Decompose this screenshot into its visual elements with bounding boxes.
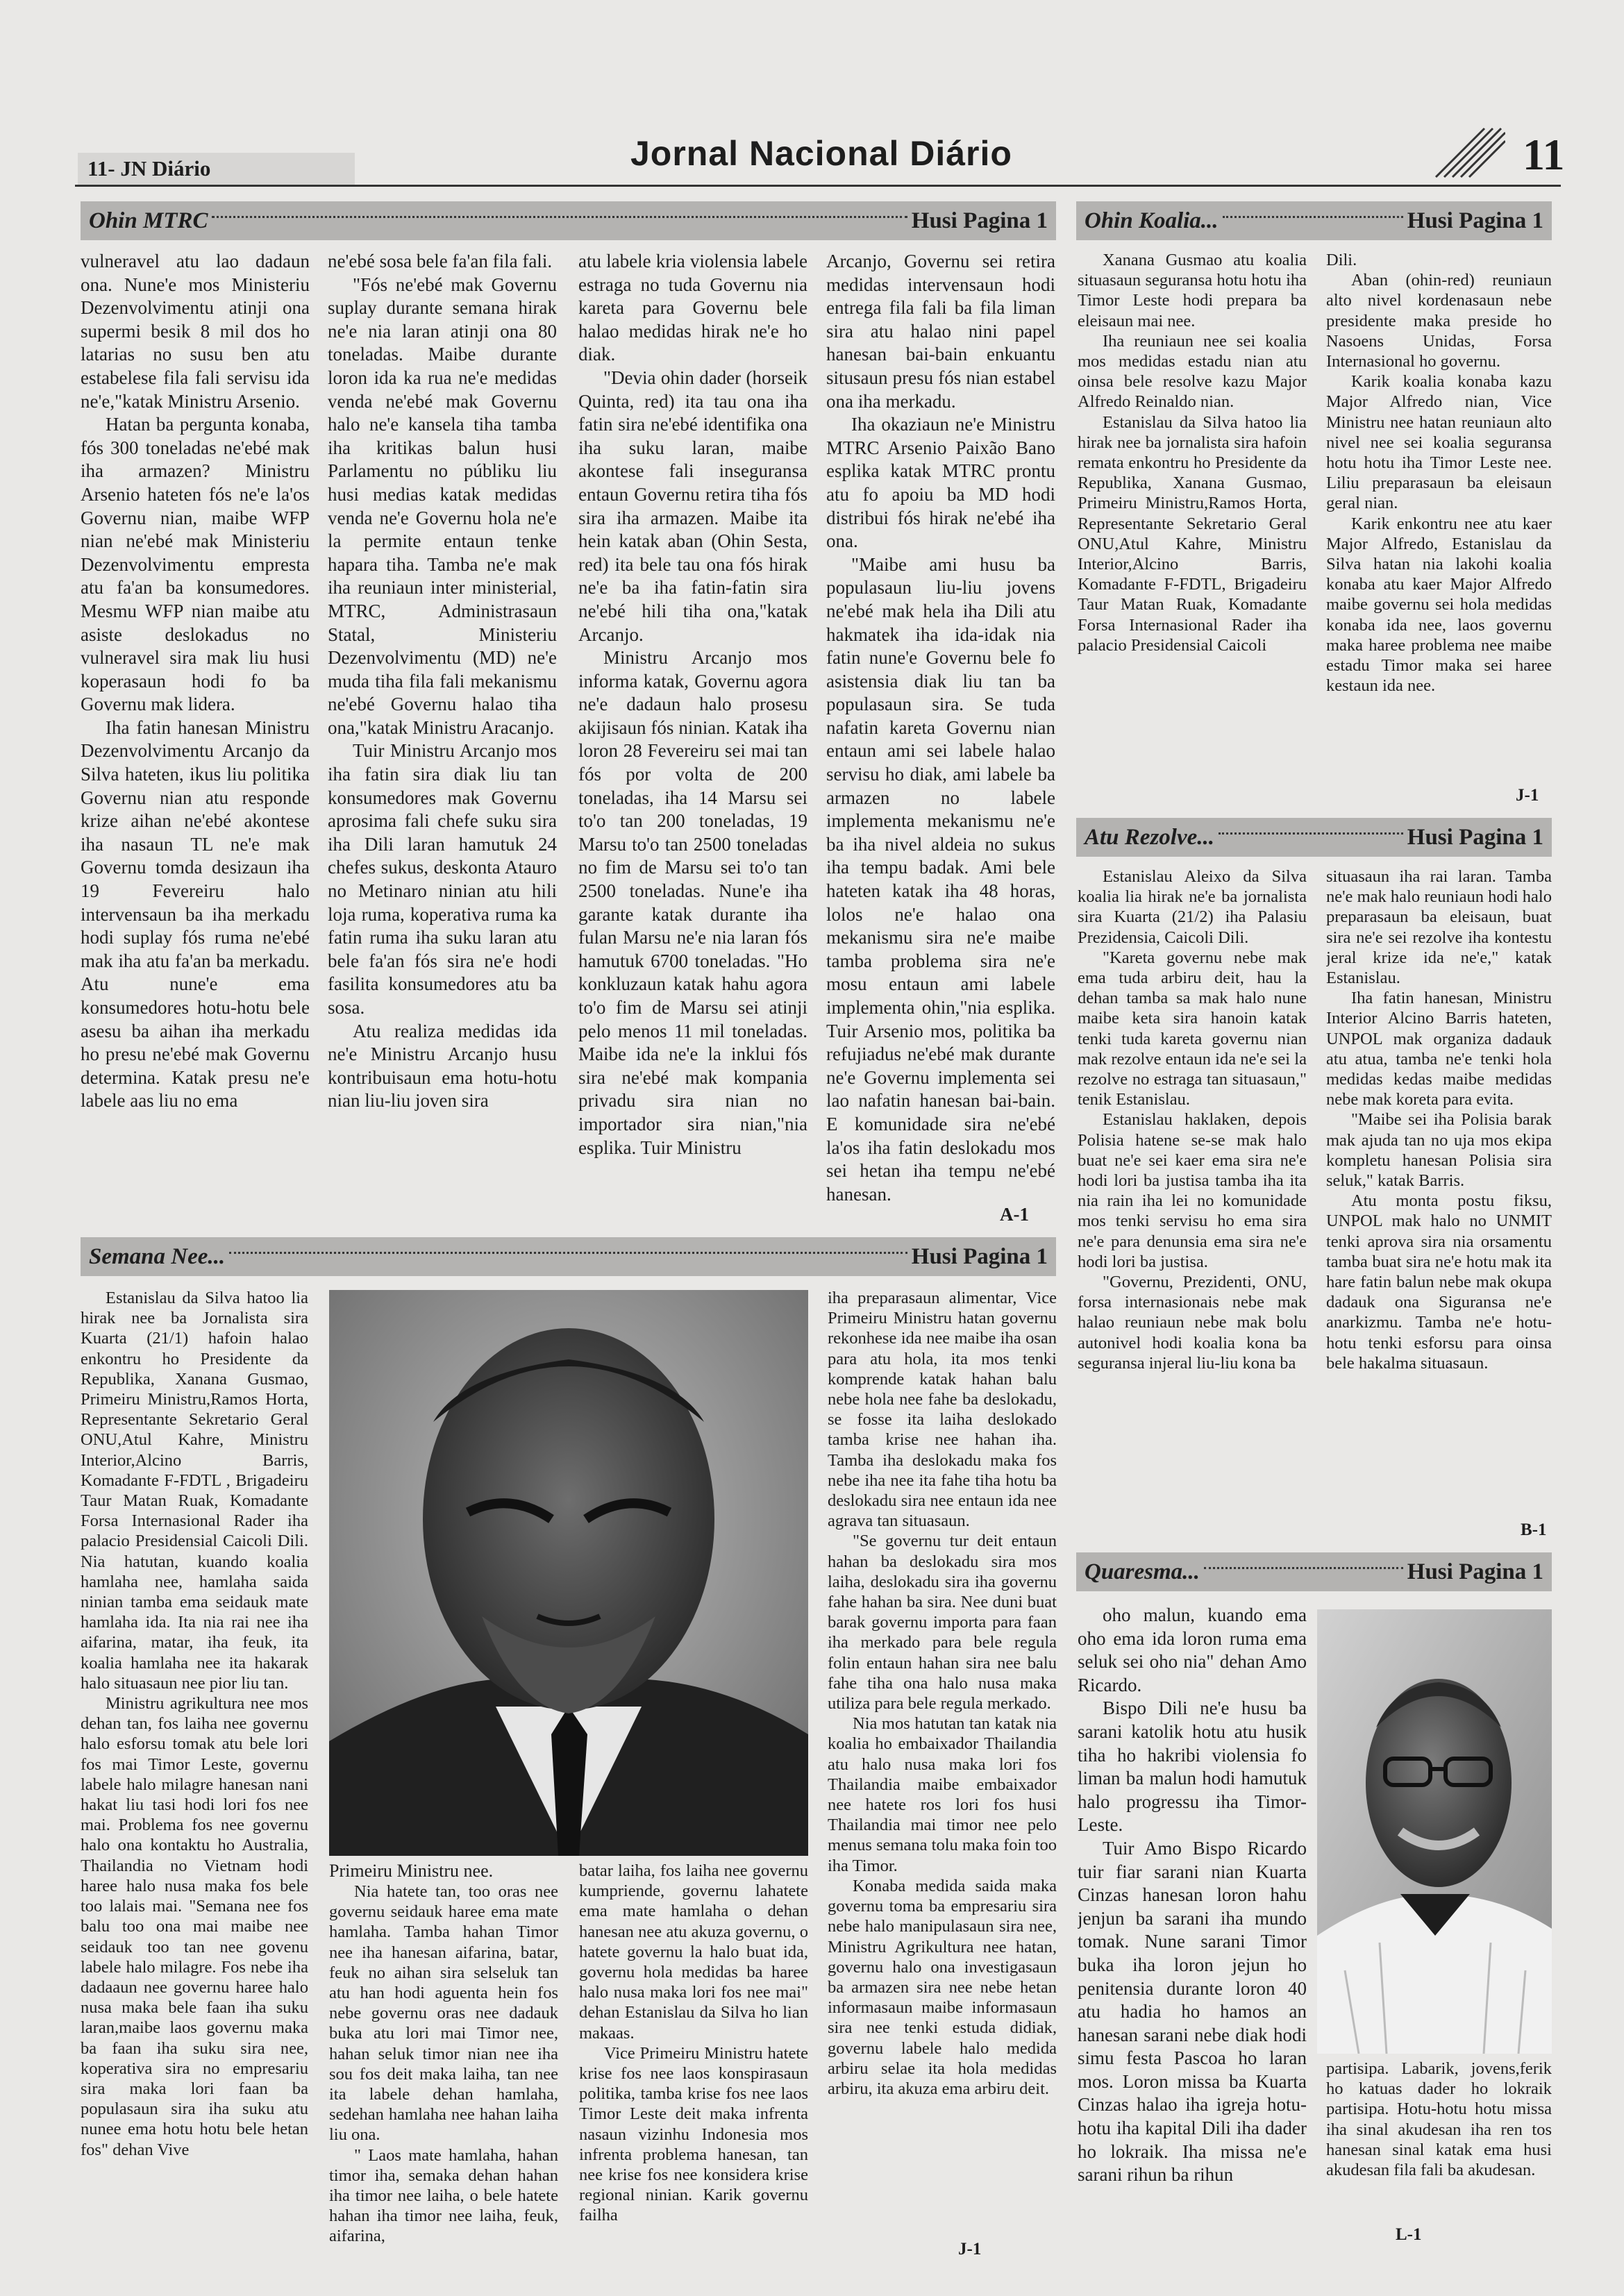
paragraph: " Laos mate hamlaha, hahan timor iha, semaka dehan hahan iha timor nee laiha, o bele hatete hahan iha timor nee laiha, feuk, aifarina, bbox=[329, 2145, 558, 2246]
section-kicker: Atu Rezolve... bbox=[1085, 824, 1214, 850]
section-kicker: Semana Nee... bbox=[89, 1243, 226, 1269]
section-kicker: Ohin MTRC bbox=[89, 208, 208, 233]
paragraph: Nia hatete tan, too oras nee governu seidauk haree ema mate hamlaha. Tamba hahan Timor nee iha hanesan aifarina, batar, feuk no aihan sira selseluk tan atu han hodi aguenta hein fos nebe governu oras nee dadauk buka atu lori mai Timor nee, hahan seluk timor nian nee iha sou fos deit maka laiha, tan nee ita labele dehan hamlaha, sedehan hamlaha nee hahan laiha liu ona. bbox=[329, 1882, 558, 2145]
quaresma-column-2 bbox=[1326, 2059, 1552, 2263]
paragraph: Dili. bbox=[1326, 251, 1357, 269]
paragraph: vulneravel atu lao dadaun ona. Nune'e mos Ministeriu Dezenvolvimentu atinji ona supermi besik 8 mil dos ho latarias no susu ben atu estabelese fila fali servisu ida ne'e,"katak Ministru Arsenio. bbox=[81, 251, 310, 412]
leader-dots bbox=[212, 216, 907, 218]
paragraph: Iha fatin hanesan Ministru Dezenvolvimentu Arcanjo da Silva hateten, ikus liu politika Governu nian atu responde krize aihan ne'ebé akontese iha nasaun TL ne'e mak Governu tomda desizaun iha 19 Fevereiru halo intervensaun ba iha merkadu hodi suplay fós ruma ne'ebé mak iha atu fa'an ba merkadu. Atu nune'e ema konsumedores hotu-hotu bele asesu ba aihan iha merkadu ho presu ne'ebé mak Governu determina. Katak presu ne'e labele aas liu no ema bbox=[81, 717, 310, 1112]
paragraph: Ministru Arcanjo mos informa katak, Governu agora ne'e dadaun halo prosesu akijisaun fós ninian. Katak iha loron 28 Fevereiru sei mai tan fós por volta de 200 toneladas, iha 14 Marsu sei to'o tan 200 toneladas, 19 Marsu to'o tan 2500 toneladas no fim de Marsu sei to'o tan 2500 toneladas. Nune'e iha garante katak durante iha fulan Marsu ne'e nia laran fós hamutuk 6700 toneladas. "Ho konkluzaun katak hahu agora to'o fim de Marsu sei atinji pelo menos 11 mil toneladas. Maibe ida ne'e la inklui fós sira ne'ebé mak kompania privadu sira nian no importador sira nian,"nia esplika. Tuir Ministru bbox=[578, 647, 807, 1158]
section-bar-rezolve bbox=[1076, 818, 1552, 857]
paragraph: "Maibe sei iha Polisia barak mak ajuda tan no uja mos ekipa kompletu hanesan Polisia sira seluk," katak Barris. bbox=[1326, 1110, 1552, 1191]
paragraph: Tuir Amo Bispo Ricardo tuir fiar sarani nian Kuarta Cinzas hanesan loron hahu jenjun ba sarani iha mundo tomak. Nune sarani Timor buka iha loron jejun ho penitensia durante loron 40 atu hadia ho hamos an hanesan sarani nebe diak hodi simu festa Pascoa ho laran mos. Loron missa ba Kuarta Cinzas halao iha igreja hotu-hotu iha kapital Dili iha dader ho lokraik. Iha missa ne'e sarani rihun ba rihun bbox=[1078, 1837, 1307, 2186]
hatch-lines-icon bbox=[1429, 125, 1505, 181]
quaresma-column-1 bbox=[1078, 1604, 1307, 2263]
page-number: 11 bbox=[1523, 130, 1565, 179]
paragraph: "Fós ne'ebé mak Governu suplay durante semana hirak ne'e nia laran atinji ona 80 toneladas. Maibe durante loron ida ka rua ne'e medidas venda ne'ebé mak Governu halo ne'e kansela tiha tamba iha kritikas balun husi Parlamentu no públiku liu husi medias katak medidas venda ne'e Governu hola ne'e la permite entaun tenke hapara tiha. Tamba ne'e mak iha reuniaun inter ministerial, MTRC, Administrasaun Statal, Ministeriu Dezenvolvimentu (MD) ne'e muda tiha fila fali mekanismu ne'ebé Governu halao tiha ona,"katak Ministru Aracanjo. bbox=[328, 274, 557, 738]
paragraph: Iha okaziaun ne'e Ministru MTRC Arsenio Paixão Bano esplika katak MTRC prontu atu fo apoiu ba MD hodi distribui fós hirak ne'ebé iha ona. bbox=[826, 414, 1055, 552]
paragraph: Atu realiza medidas ida ne'e Ministru Arcanjo husu kontribuisaun ema hotu-hotu nian liu-liu joven sira bbox=[328, 1020, 557, 1112]
paragraph: "Devia ohin dader (horseik Quinta, red) ita tau ona iha fatin sira ne'ebé identifika ona iha suku laran, maibe akontese fali inseguransa entaun Governu retira tiha fós sira iha armazen. Maibe ita hein katak aban (Ohin Sesta, red) ita bele tau ona fós hirak ne'e ba iha fatin-fatin sira ne'ebé hili tiha ona,"katak Arcanjo. bbox=[578, 367, 807, 645]
paragraph: Arcanjo, Governu sei retira medidas intervensaun hodi entrega fila fali ba fila liman sira atu halao nini papel hanesan bai-bain enkuantu situsaun presu fós nian estabel ona iha merkadu. bbox=[826, 251, 1055, 412]
paragraph: Estanislau haklaken, depois Polisia hatene se-se mak halo buat ne'e sei kaer ema sira ne'e hodi lori ba justisa tamba iha ita nia rain iha lei no komunidade mos tenki servisu ho ema sira ne'e para denunsia ema sira ne'e hodi lori ba justisa. bbox=[1078, 1110, 1307, 1271]
paragraph: "Maibe ami husu ba populasaun liu-liu jovens ne'ebé mak hela iha Dili atu hakmatek iha ida-idak nia fatin nune'e Governu bele fo asistensia diak liu tan ba populasaun sira. Se tuda nafatin kareta Governu nian entaun ami sei labele halao servisu ho diak, ami labele ba armazen no labele implementa mekanismu ne'e ba iha nivel aldeia no sukus iha tempu badak. Ami bele hateten katak iha 48 horas, lolos ne'e halao ona mekanismu sira ne'e maibe tamba problema sira ne'e mosu entaun ami labele implementa ohin,"nia esplika. Tuir Arsenio mos, politika ba refujiadus ne'ebé mak durante ne'e Governu implementa sei lao nafatin hanesan bai-bain. E komunidade sira ne'ebé la'os iha fatin deslokadu mos sei hetan iha tempu ne'ebé hanesan. bbox=[826, 553, 1055, 1205]
paragraph: Xanana Gusmao atu koalia situasaun seguransa hotu hotu iha Timor Leste hodi prepara ba eleisaun mai nee. bbox=[1078, 251, 1307, 330]
author-initials: J-1 bbox=[958, 2240, 982, 2259]
leader-dots bbox=[1204, 1567, 1403, 1569]
paragraph: Ministru agrikultura nee mos dehan tan, fos laiha nee governu halo esforsu tomak atu bele lori fos mai Timor Leste, governu labele halo milagre hanesan nani hakat liu tasi hodi lori fos nee mai. Problema fos nee governu halo ona kontaktu ho Australia, Thailandia no Vietnam hodi haree halo nusa maka fos bele too lalais mai. "Semana nee fos balu too ona mai maibe nee seidauk too tan nee govenu labele halo milagre. Fos nebe iha dadaaun nee governu haree halo nusa maka bele faan iha suku laran,maibe laos governu maka ba faan iha suku sira nee, koperativa sira no empresariu sira maka lori faan ba populasaun sira iha suku atu nunee ema hotu hotu bele hetan fos" dehan Vive bbox=[81, 1694, 308, 2159]
paragraph: atu labele kria violensia labele estraga no tuda Governu nia kareta para Governu bele halao medidas hirak ne'e ho diak. bbox=[578, 251, 807, 365]
leader-dots bbox=[229, 1252, 907, 1254]
section-bar-koalia bbox=[1076, 201, 1552, 240]
bishop-photo bbox=[1317, 1609, 1552, 2054]
semana-column-3 bbox=[579, 1861, 808, 2260]
paragraph: Konaba medida saida maka governu toma ba empresariu sira nebe halo manipulasaun sira nee, Ministru Agrikultura nee hatan, governu halo ona investigasaun ba armazen sira nee nebe hetan informasaun maibe informasaun sira nee tenki estuda didiak, governu labele halo medida arbiru selae ita hola medidas arbiru, ita akuza ema arbiru deit. bbox=[828, 1876, 1057, 2098]
masthead bbox=[75, 125, 1565, 187]
page-id: 11- JN Diário bbox=[78, 153, 355, 185]
leader-dots bbox=[1219, 832, 1403, 835]
paragraph: batar laiha, fos laiha nee governu kumpriende, governu lahatete ema mate hamlaha o dehan hanesan nee atu akuza governu, o hatete governu la halo buat ida, governu hola medidas ba haree halo nusa maka lori fos nee mai" dehan Estanislau da Silva ho lian makaas. bbox=[579, 1861, 808, 2043]
paragraph: "Se governu tur deit entaun hahan ba deslokadu sira mos laiha, deslokadu sira iha governu fahe hahan ba sira. Nee duni buat barak governu importa para faan iha merkado para bele regula folin entaun hahan sira nee balu fahe tiha ona halo nusa maka utiliza para bele regula merkado. bbox=[828, 1532, 1057, 1713]
author-initials: A-1 bbox=[1000, 1204, 1029, 1225]
semana-column-2 bbox=[329, 1882, 558, 2260]
author-initials: J-1 bbox=[1516, 786, 1539, 805]
semana-column-4 bbox=[828, 1288, 1057, 2260]
paragraph: "Governu, Prezidenti, ONU, forsa internasionais nebe mak halao reuniaun nebe mak bolu autonivel hodi koalia kona ba seguransa injeral liu-liu kona ba bbox=[1078, 1273, 1307, 1373]
section-ref: Husi Pagina 1 bbox=[911, 208, 1048, 233]
section-kicker: Quaresma... bbox=[1085, 1559, 1200, 1584]
paragraph: Estanislau da Silva hatoo lia hirak nee ba Jornalista sira Kuarta (21/1) hafoin halao enkontru ho Presidente da Republika, Xanana Gusmao, Primeiru Ministru,Ramos Horta, Representante Sekretario Geral ONU,Atul Kahre, Ministru Interior,Alcino Barris, Komadante F-FDTL , Brigadeiru Taur Matan Ruak, Komadante Forsa Internasional Rader iha palacio Presidensial Caicoli Dili. Nia hatutan, kuando koalia hamlaha nee, hamlaha saida ninian tamba ema seidauk mate hamlaha ida. Ita nia rai nee iha aifarina, matar, iha feuk, ita koalia hamlaha nee ita hakarak halo situasaun nee pior liu tan. bbox=[81, 1289, 308, 1693]
section-ref: Husi Pagina 1 bbox=[1407, 824, 1543, 850]
section-ref: Husi Pagina 1 bbox=[1407, 1559, 1543, 1584]
portrait-photo bbox=[329, 1290, 808, 1856]
paragraph: Estanislau da Silva hatoo lia hirak nee ba jornalista sira hafoin remata enkontru ho Presidente da Republika, Xanana Gusmao, Primeiru Ministru,Ramos Horta, Representante Sekretario Geral ONU,Atul Kahre, Ministru Interior,Alcino Barris, Komadante F-FDTL, Brigadeiru Taur Matan Ruak, Komadante Forsa Internasional Rader iha palacio Presidensial Caicoli bbox=[1078, 412, 1307, 655]
paragraph: Vice Primeiru Ministru hatete krise fos nee laos konspirasaun politika, tamba krise fos nee laos Timor Leste deit maka infrenta nasaun vizinhu Indonesia mos infrenta problema hanesan, tan nee krise fos nee konsidera krise regional ninian. Karik governu failha bbox=[579, 2043, 808, 2225]
paragraph: ne'ebé sosa bele fa'an fila fali. bbox=[328, 251, 553, 271]
paragraph: oho malun, kuando ema oho ema ida loron ruma ema seluk sei oho nia" dehan Amo Ricardo. bbox=[1078, 1604, 1307, 1695]
paragraph: iha preparasaun alimentar, Vice Primeiru Ministru hatan governu rekonhese ida nee maibe iha osan para atu hola, ita mos tenki komprende katak hahan balu nebe hola nee fahe ba deslokadu, se fosse ita laiha deslokado tamba krise nee hahan iha. Tamba iha deslokadu maka fos nebe iha nee ita fahe tiha hotu ba deslokadu sira nee entaun ida nee agrava tan situasaun. bbox=[828, 1289, 1057, 1531]
paragraph: Estanislau Aleixo da Silva koalia lia hirak ne'e ba jornalista sira Kuarta (21/2) iha Palasiu Prezidensia, Caicoli Dili. bbox=[1078, 867, 1307, 947]
koalia-column-2 bbox=[1326, 250, 1552, 805]
paragraph: Iha fatin hanesan, Ministru Interior Alcino Barris hateten, UNPOL mak organiza dadauk atu atua, tamba ne'e tenki hola medidas kedas maibe medidas nebe mak koreta para evita. bbox=[1326, 989, 1552, 1109]
paragraph: Bispo Dili ne'e husu ba sarani katolik hotu atu husik tiha ho hakribi violensia fo liman ba malun hodi hamutuk halo progressu iha Timor-Leste. bbox=[1078, 1698, 1307, 1836]
header-rule bbox=[75, 185, 1561, 187]
paragraph: Karik enkontru nee atu kaer Major Alfredo, Estanislau da Silva hatan nia lakohi koalia konaba atu kaer Major Alfredo maibe governu sei hola medidas konaba ida nee, laos governu maka haree problema nee maibe estadu Timor maka sei haree kestaun ida nee. bbox=[1326, 514, 1552, 696]
section-ref: Husi Pagina 1 bbox=[1407, 208, 1543, 233]
leader-dots bbox=[1223, 216, 1403, 218]
section-bar-semana bbox=[81, 1237, 1056, 1276]
mtrc-column-1 bbox=[81, 250, 310, 1229]
semana-column-1 bbox=[81, 1288, 308, 2260]
paragraph: Tuir Ministru Arcanjo mos iha fatin sira diak liu tan konsumedores mak Governu aprosima fali chefe suku sira iha Dili laran hamutuk 24 chefes sukus, deskonta Atauro no Metinaro ninian atu hili loja ruma, koperativa ruma ka fatin ruma iha suku laran atu bele fa'an fós sira ne'e hodi fasilita konsumedores atu ba sosa. bbox=[328, 740, 557, 1018]
paragraph: situasaun iha rai laran. Tamba ne'e mak halo reuniaun hodi halo preparasaun ba eleisaun, buat sira ne'e sei rezolve iha kontestu jeral krize ida ne'e," katak Estanislau. bbox=[1326, 867, 1552, 988]
paragraph: Karik koalia konaba kazu Major Alfredo nian, Vice Ministru nee hatan reuniaun alto nivel nee sei koalia seguransa hotu hotu iha Timor Leste nee. Liliu preparasaun ba eleisaun geral nian. bbox=[1326, 372, 1552, 513]
photo-caption: Primeiru Ministru nee. bbox=[329, 1861, 494, 1881]
author-initials: L-1 bbox=[1396, 2225, 1422, 2244]
section-bar-mtrc bbox=[81, 201, 1056, 240]
mtrc-column-3 bbox=[578, 250, 807, 1229]
paragraph: Atu monta postu fiksu, UNPOL mak halo no UNMIT tenki aprova sira nia orsamentu tamba buat sira ne'e hotu mak ita hare fatin balun nebe mak okupa dadauk ona Siguransa ne'e anarkizmu. Tamba ne'e hotu-hotu tenki esforsu para oinsa bele hakalma situasaun. bbox=[1326, 1191, 1552, 1373]
section-kicker: Ohin Koalia... bbox=[1085, 208, 1219, 233]
rezolve-column-1 bbox=[1078, 866, 1307, 1540]
newspaper-title: Jornal Nacional Diário bbox=[630, 134, 1012, 173]
mtrc-column-2 bbox=[328, 250, 557, 1229]
rezolve-column-2 bbox=[1326, 866, 1552, 1540]
koalia-column-1 bbox=[1078, 250, 1307, 805]
section-bar-quaresma bbox=[1076, 1552, 1552, 1591]
paragraph: "Kareta governu nebe mak ema tuda arbiru deit, hau la dehan tamba sa mak halo nune maibe keta sira hanoin katak tenki tuda kareta governu nian mak rezolve entaun ida ne'e sei la rezolve no estraga tan situasaun," tenik Estanislau. bbox=[1078, 948, 1307, 1109]
paragraph: Aban (ohin-red) reuniaun alto nivel kordenasaun nebe presidente maka preside ho Nasoens Unidas, Forsa Internasional ho governu. bbox=[1326, 271, 1552, 371]
mtrc-column-4 bbox=[826, 250, 1055, 1229]
paragraph: Nia mos hatutan tan katak nia koalia ho embaixador Thailandia atu halo nusa maka lori fos Thailandia maibe embaixador nee hatete ros lori fos husi Thailandia mai timor nee pelo menus semana tolu maka foin too iha Timor. bbox=[828, 1714, 1057, 1875]
paragraph: Iha reuniaun nee sei koalia mos medidas estadu nian atu oinsa bele resolve kazu Major Alfredo Reinaldo nian. bbox=[1078, 331, 1307, 412]
section-ref: Husi Pagina 1 bbox=[911, 1243, 1048, 1269]
paragraph: partisipa. Labarik, jovens,ferik ho katuas dader ho lokraik partisipa. Hotu-hotu hotu missa iha sinal akudesan iha ren tos hanesan sinal katak ema husi akudesan fila fali ba akudesan. bbox=[1326, 2059, 1552, 2180]
paragraph: Hatan ba pergunta konaba, fós 300 toneladas ne'ebé mak iha armazen? Ministru Arsenio hateten fós ne'e la'os Governu nian, maibe WFP nian ne'ebé mak Ministeriu Dezenvolvimentu empresta atu fa'an ba konsumedores. Mesmu WFP nian maibe atu asiste deslokadus no vulneravel sira mak liu husi koperasaun hodi fo ba Governu mak lidera. bbox=[81, 414, 310, 715]
author-initials: B-1 bbox=[1521, 1520, 1547, 1539]
